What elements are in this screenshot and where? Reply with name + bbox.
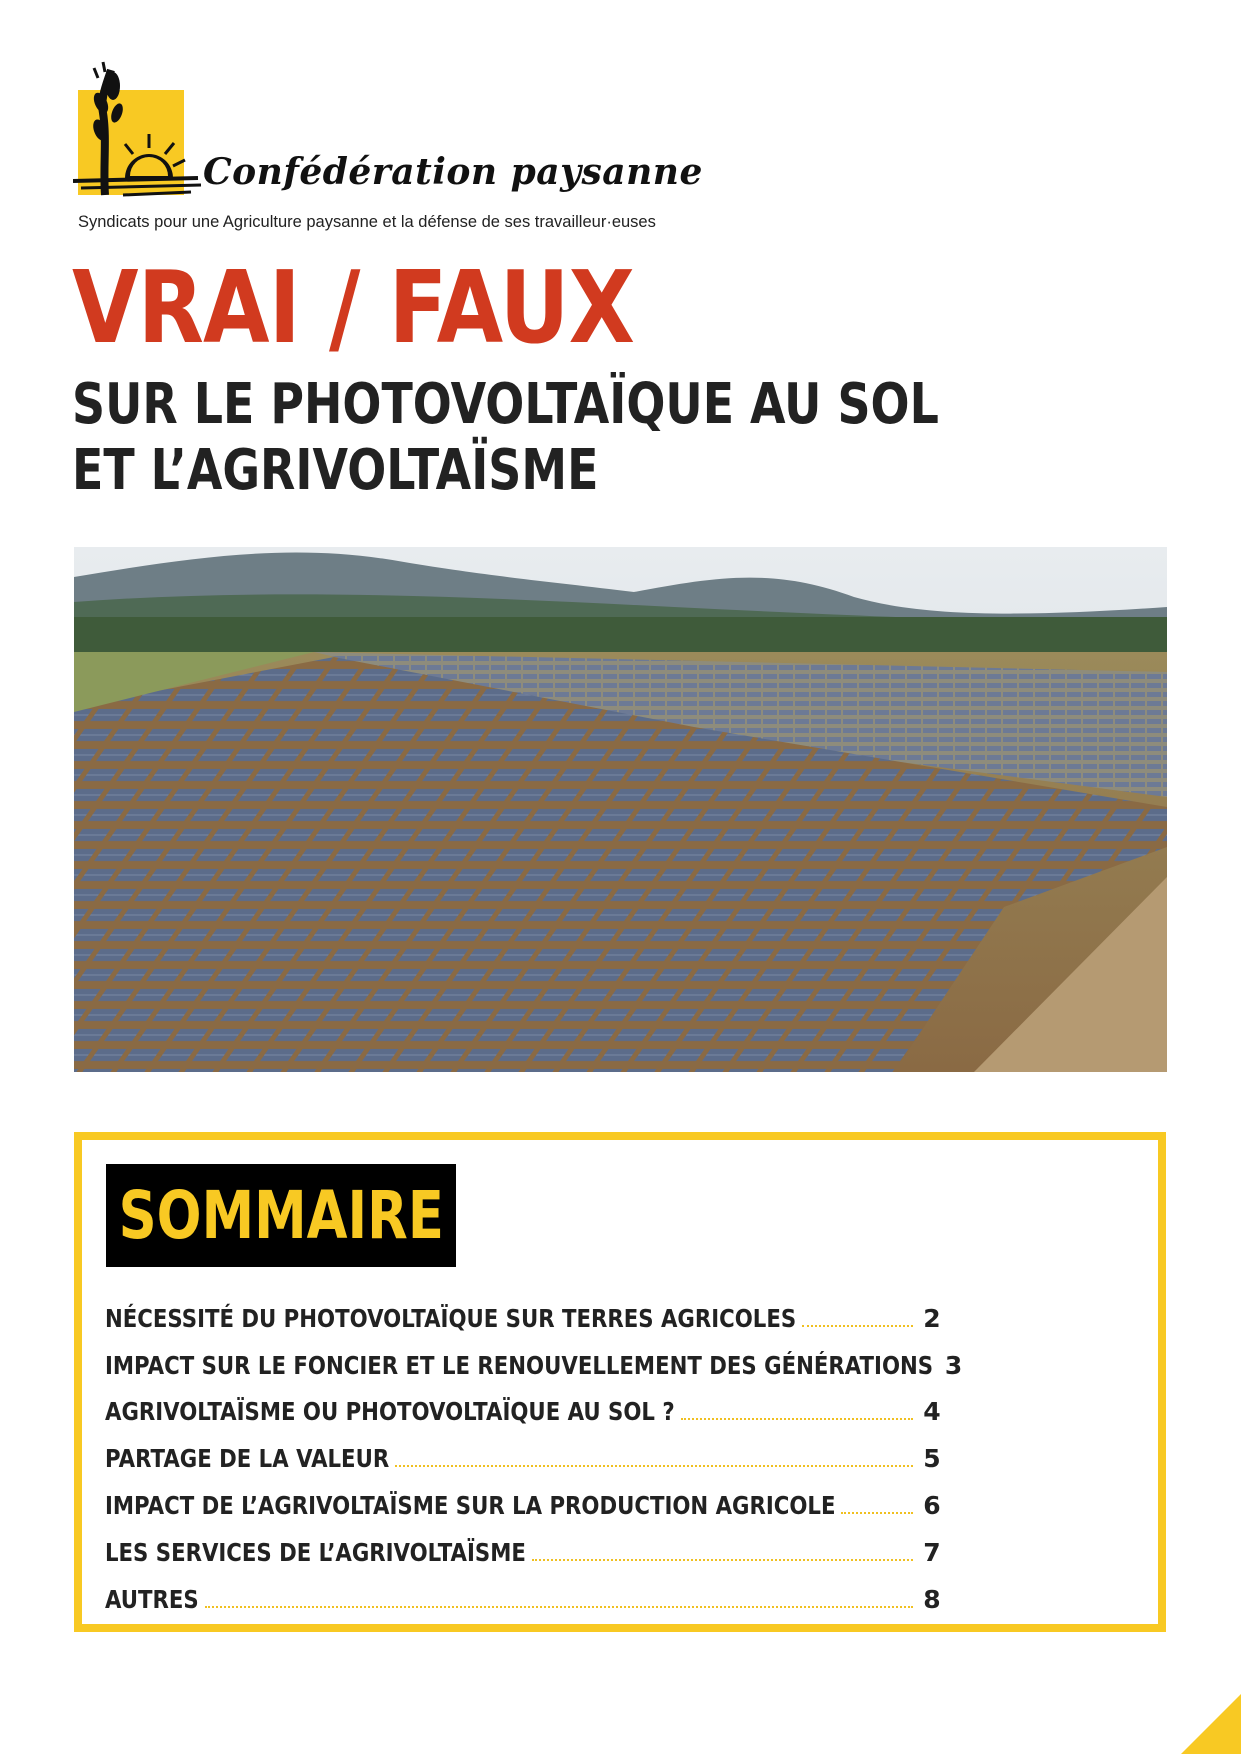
toc-item[interactable] [105,1333,963,1380]
wheat-sun-logo-icon [73,58,203,203]
toc-dot-leader [532,1559,913,1561]
toc-item[interactable] [105,1520,945,1567]
toc-item[interactable] [105,1473,945,1520]
toc-dot-leader [802,1325,913,1327]
table-of-contents [105,1286,963,1614]
solar-field-illustration [74,547,1167,1072]
org-logo [73,58,703,238]
toc-item-page: 3 [944,1350,963,1380]
toc-item[interactable] [105,1286,945,1333]
toc-item-label: IMPACT DE L’AGRIVOLTAÏSME SUR LA PRODUCTION AGRICOLE [105,1490,836,1520]
toc-item-page: 6 [923,1490,941,1520]
toc-item[interactable] [105,1426,945,1473]
page-title: VRAI / FAUX [72,249,635,366]
toc-item-label: LES SERVICES DE L’AGRIVOLTAÏSME [105,1537,526,1567]
toc-item[interactable] [105,1380,945,1427]
toc-item[interactable] [105,1567,945,1614]
toc-item-page: 2 [923,1303,941,1333]
toc-dot-leader [395,1465,913,1467]
org-tagline: Syndicats pour une Agriculture paysanne et la défense de ses travailleur·euses [78,213,656,231]
toc-heading [106,1164,456,1267]
subtitle-line-2: ET L’AGRIVOLTAÏSME [72,438,599,503]
toc-heading-label: SOMMAIRE [118,1177,444,1254]
toc-item-label: PARTAGE DE LA VALEUR [105,1444,390,1474]
toc-dot-leader [841,1512,913,1514]
toc-item-page: 7 [923,1537,941,1567]
page-subtitle [72,372,939,504]
org-name: Confédération paysanne [203,151,703,193]
page-corner-triangle-icon [1181,1694,1241,1754]
toc-item-page: 8 [923,1584,941,1614]
toc-item-page: 5 [923,1444,941,1474]
toc-item-label: AGRIVOLTAÏSME OU PHOTOVOLTAÏQUE AU SOL ? [105,1397,675,1427]
toc-dot-leader [681,1418,914,1420]
solar-field-photo [74,547,1167,1072]
toc-item-label: AUTRES [105,1584,199,1614]
toc-item-label: NÉCESSITÉ DU PHOTOVOLTAÏQUE SUR TERRES AGRICOLES [105,1303,797,1333]
toc-item-page: 4 [923,1397,941,1427]
subtitle-line-1: SUR LE PHOTOVOLTAÏQUE AU SOL [72,372,939,437]
toc-item-label: IMPACT SUR LE FONCIER ET LE RENOUVELLEMENT DES GÉNÉRATIONS [105,1350,934,1380]
toc-dot-leader [205,1606,914,1608]
